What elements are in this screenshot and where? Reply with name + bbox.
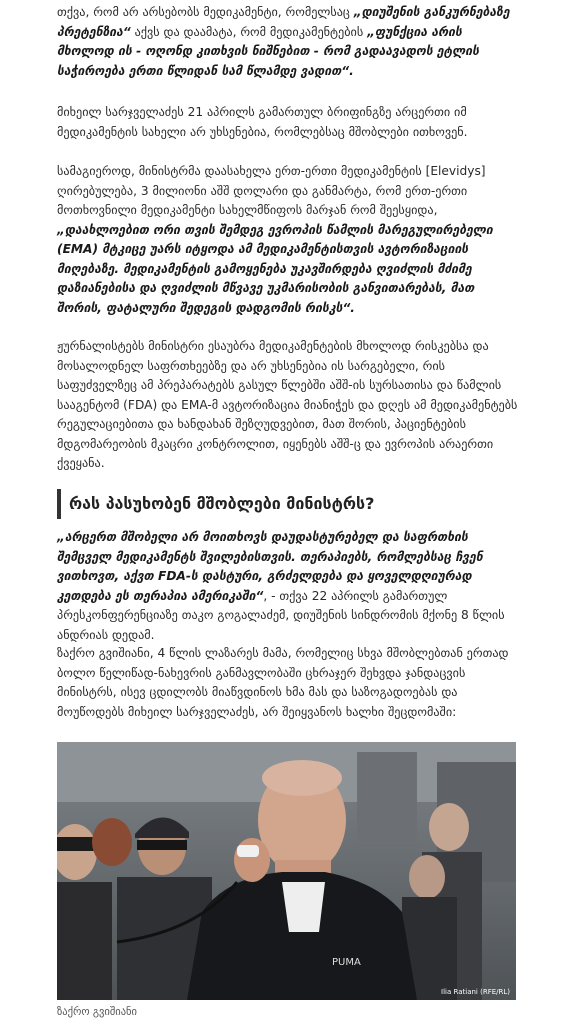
paragraph-1 (57, 3, 519, 81)
paragraph-5 (57, 528, 519, 645)
paragraph-2: მიხეილ სარჯველაძეს 21 აპრილს გამართულ ბრიფინგზე არცერთი იმ მედიკამენტის სახელი არ უხსენებია, რომლებსაც მშობლები ითხოვენ. (57, 105, 468, 139)
p1-text-b: აქვს და დაამატა, რომ მედიკამენტების (130, 24, 368, 39)
photo-caption: ზაქრო გვიშიანი (57, 1006, 137, 1018)
paragraph-3 (57, 162, 519, 318)
p1-quote-1: „დიუშენის განკურნებაზე პრეტენზია“ (57, 5, 510, 39)
p3-text: სამაგიეროდ, მინისტრმა დაასახელა ერთ-ერთი მედიკამენტის [Elevidys] ღირებულება, 3 მილიონი აშშ დოლარი და განმარტა, რომ ერთ-ერთი მოთხოვნილი მედიკამენტი სახელმწიფოს მარჯან რომ შეესყიდა, (57, 164, 486, 217)
photo-illustration (57, 742, 516, 1000)
article-photo (57, 742, 516, 1000)
p1-quote-2: „ფუნქცია არის მხოლოდ ის - ოღონდ კითხვის ნიშნებით - რომ გადაავადოს ეტლის საჭიროება ერთი წლიდან სამ წლამდე ვადით“. (57, 24, 479, 78)
jacket-logo: PUMA (332, 957, 361, 968)
section-heading: რას პასუხობენ მშობლები მინისტრს? (57, 489, 517, 519)
p5-quote: „არცერთ მშობელი არ მოითხოვს დაუდასტურებელ და საფრთხის შემცველ მედიკამენტს შვილებისთვის. თერაპიებს, რომლებსაც ჩვენ ვითხოვთ, აქვთ FDA-ს დასტური, გრძელდება და ყოველდღიურად კეთდება ეს თერაპია ამერიკაში“ (57, 530, 483, 603)
p3-quote: „დაახლოებით ორი თვის შემდეგ ევროპის წამლის მარეგულირებელი (EMA) მტკიცე უარს იტყოდა ამ მედიკამენტისთვის ავტორიზაციის მიღებაზე. მედიკამენტის გამოყენება უკავშირდება ღვიძლის მძიმე დაზიანებისა და ღვიძლის მწვავე უკმარისობის განვითარებას, მათ შორის, ფატალური შედეგის დადგომის რისკს“. (57, 222, 493, 315)
p1-text-a: თქვა, რომ არ არსებობს მედიკამენტი, რომელსაც (57, 5, 354, 19)
p5-text: , - თქვა 22 აპრილს გამართულ პრესკონფერენციაზე თაკო გოგალაძემ, დიუშენის სინდრომის მქონე 8 წლის ანდრიას დედამ. (57, 588, 505, 642)
photo-credit: Ilia Ratiani (RFE/RL) (441, 988, 510, 996)
paragraph-4: ჟურნალისტებს მინისტრი ესაუბრა მედიკამენტების მხოლოდ რისკებსა და მოსალოდნელ საფრთხეებზე და არ უხსენებია ის სარგებელი, რის საფუძველზეც ამ პრეპარატებს გასულ წლებში აშშ-ის სურსათისა და წამლის სააგენტომ (FDA) და EMA-მ ავტორიზაცია მიანიჭეს და დღეს ამ მედიკამენტებს რეგულაციებითა და ხანდახან შეზღუდვებით, მათ შორის, პაციენტების მდგომარეობის მკაცრი კონტროლით, იყენებს აშშ-ც და ევროპის არაერთი ქვეყანა. (57, 339, 518, 470)
paragraph-6: ზაქრო გვიშიანი, 4 წლის ლაზარეს მამა, რომელიც სხვა მშობლებთან ერთად ბოლო წელიწად-ნახევრის განმავლობაში ცხრაჯერ შეხვდა ჯანდაცვის მინისტრს, ისევ ცდილობს მიაწვდინოს ხმა მას და საზოგადოებას და მოუწოდებს მიხეილ სარჯველაძეს, არ შეიყვანოს ხალხი შეცდომაში: (57, 646, 509, 719)
